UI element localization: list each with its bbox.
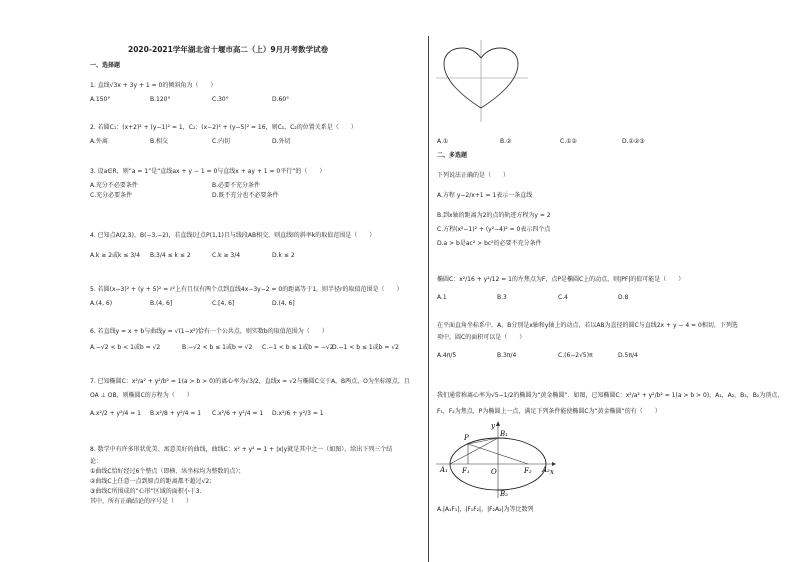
q3-option-a[interactable]: A.充分不必要条件 [90,182,138,189]
q7-option-d[interactable]: D.x²/6 + y²/3 = 1 [272,410,324,417]
label-origin: O [491,468,497,476]
q3-option-c[interactable]: C.充分必要条件 [90,192,133,199]
heart-option-d[interactable]: D.①②③ [622,138,645,145]
q6-option-c[interactable]: C.−1 < b ≤ 1或b = −√2 [262,344,334,351]
page-title: 2020-2021学年湖北省十堰市高二（上）9月月考数学试卷 [128,45,329,54]
q4-option-c[interactable]: C.k ≥ 3/4 [212,252,241,259]
label-a2: A₂ [542,466,550,474]
question-11-stem-line2: 项中，圆C的面积可以是（ ） [437,334,526,341]
q2-option-c[interactable]: C.内切 [212,138,231,145]
question-10-stem: 椭圆C：x²/16 + y²/12 = 1的左焦点为F，点P是椭圆C上的动点，则|PF|的值可能是（ ） [437,276,685,283]
q11-option-a[interactable]: A.4π/5 [437,352,457,359]
q6-option-d[interactable]: D.−1 < b ≤ 1或b = √2 [332,344,399,351]
q12-option-a[interactable]: A.|A₁F₁|，|F₁F₂|，|F₂A₂|为等比数列 [437,506,534,513]
q1-option-d[interactable]: D.60° [272,96,290,103]
y-axis-arrow [496,421,500,426]
question-12-stem-line1: 我们通常称离心率为√5−1/2的椭圆为“黄金椭圆”．如图，已知椭圆C：x²/a² + y²/b² = 1(a > b > 0)，A₁，A₂，B₁，B₂为顶点， [437,392,784,399]
q2-option-a[interactable]: A.外离 [90,138,108,145]
q8-item-2: ②曲线C上任意一点到原点的距离都不超过√2； [90,478,216,485]
q10-option-d[interactable]: D.8 [618,294,629,301]
label-f1: F₁ [462,467,470,475]
question-11-stem-line1: 在平面直角坐标系中，A，B分别是x轴和y轴上的动点，若以AB为直径的圆C与直线2x + y − 4 = 0相切，下列选 [437,322,738,329]
label-x: x [550,468,554,476]
heart-option-c[interactable]: C.①② [560,138,577,145]
q8-item-3: ③曲线C所围成的“心形”区域的面积小于3. [90,488,202,495]
q2-option-d[interactable]: D.外切 [272,138,291,145]
label-f2: F₂ [524,467,532,475]
question-8-stem-line2: 论： [90,458,103,465]
heart-option-a[interactable]: A.① [437,138,449,145]
q1-option-c[interactable]: C.30° [212,96,229,103]
q8-item-1: ①曲线C恰好经过6个整点（即横、纵坐标均为整数的点）； [90,468,245,475]
q6-option-b[interactable]: B.−√2 < b ≤ 1或b = √2 [182,344,253,351]
question-12-stem-line2: F₁，F₂为焦点，P为椭圆上一点，满足下列条件能使椭圆C为“黄金椭圆”的有（ ） [437,408,661,415]
q4-option-a[interactable]: A.k ≥ 2或k ≤ 3/4 [90,252,141,259]
question-9-stem: 下列说法正确的是（ ） [437,172,510,179]
q6-option-a[interactable]: A.−√2 < b < 1或b = √2 [90,344,161,351]
q11-option-b[interactable]: B.3π/4 [497,352,517,359]
q8-item-4: 其中，所有正确结论的序号是（ ） [90,498,193,505]
q11-option-d[interactable]: D.5π/4 [618,352,638,359]
q5-option-a[interactable]: A.(4, 6) [90,300,113,307]
q5-option-d[interactable]: D.(4, 6] [272,300,295,307]
q9-option-c[interactable]: C.方程(x²−1)² + (y²−4)² = 0表示四个点 [437,226,551,233]
question-4-stem: 4. 已知点A(2,3)，B(−3,−2)，若直线l过点P(1,1)且与线段AB相交，则直线l的斜率k的取值范围是（ ） [90,232,376,239]
question-7-stem-line2: OA ⊥ OB，则椭圆C的方程为（ ） [90,392,193,399]
section-heading-choice: 一、选择题 [90,62,121,69]
label-a1: A₁ [440,466,448,474]
q9-option-b[interactable]: B.到x轴的距离为2的点的轨迹方程为y = 2 [437,212,551,219]
q10-option-a[interactable]: A.1 [437,294,447,301]
question-8-stem-line1: 8. 数学中有许多形状优美、寓意美好的曲线，曲线C：x² + y² = 1 + |x|y就是其中之一（如图），给出下列三个结 [90,446,393,453]
q9-option-a[interactable]: A.方程 y−2/x+1 = 1表示一条直线 [437,192,533,199]
q1-option-b[interactable]: B.120° [150,96,171,103]
label-b2: B₂ [500,490,508,498]
section-heading-multi: 二、多选题 [437,152,468,159]
q3-option-b[interactable]: B.必要不充分条件 [212,182,261,189]
q11-option-c[interactable]: C.(6−2√5)π [558,352,593,359]
q2-option-b[interactable]: B.相交 [150,138,169,145]
question-2-stem: 2. 若圆C₁：(x+2)² + (y−1)² = 1，C₂：(x−2)² + (y−5)² = 16，则C₁，C₂的位置关系是（ ） [90,124,357,131]
ellipse-figure [434,418,564,500]
x-axis-arrow [552,462,556,466]
q7-option-b[interactable]: B.x²/8 + y²/4 = 1 [150,410,202,417]
q1-option-a[interactable]: A.150° [90,96,111,103]
q4-option-b[interactable]: B.3/4 ≤ k ≤ 2 [150,252,191,259]
question-1-stem: 1. 直线√3x + 3y + 1 = 0的倾斜角为（ ） [90,82,217,89]
q10-option-b[interactable]: B.3 [497,294,507,301]
question-3-stem: 3. 设a∈R，则“a = 1”是“直线ax + y − 1 = 0与直线x + ay + 1 = 0平行”的（ ） [90,168,326,175]
q10-option-c[interactable]: C.4 [558,294,568,301]
q7-option-a[interactable]: A.x²/2 + y²/4 = 1 [90,410,141,417]
label-b1: B₁ [500,430,508,438]
heart-curve-figure [432,38,532,124]
question-7-stem-line1: 7. 已知椭圆C：x²/a² + y²/b² = 1(a > b > 0)的离心率为√3/2，直线x = √2与椭圆C交于A，B两点，O为坐标原点，且 [90,378,410,385]
q9-option-d[interactable]: D.a > b是ac² > bc²的必要不充分条件 [437,240,542,247]
q3-option-d[interactable]: D.既不充分也不必要条件 [212,192,279,199]
question-5-stem: 5. 若圆(x−3)² + (y + 5)² = r²上有且仅有两个点到直线4x−3y−2 = 0的距离等于1，则半径r的取值范围是（ ） [90,286,403,293]
q7-option-c[interactable]: C.x²/6 + y²/4 = 1 [212,410,264,417]
label-p: P [464,434,469,442]
heart-option-b[interactable]: B.② [500,138,512,145]
q5-option-c[interactable]: C.[4, 6] [212,300,235,307]
column-divider [428,36,429,562]
question-6-stem: 6. 若直线y = x + b与曲线y = √(1−x²)恰有一个公共点，则实数b的取值范围为（ ） [90,328,328,335]
segment-a1-b1 [450,438,498,464]
q5-option-b[interactable]: B.(4, 6] [150,300,173,307]
q4-option-d[interactable]: D.k ≤ 2 [272,252,295,259]
label-y: y [491,422,495,430]
